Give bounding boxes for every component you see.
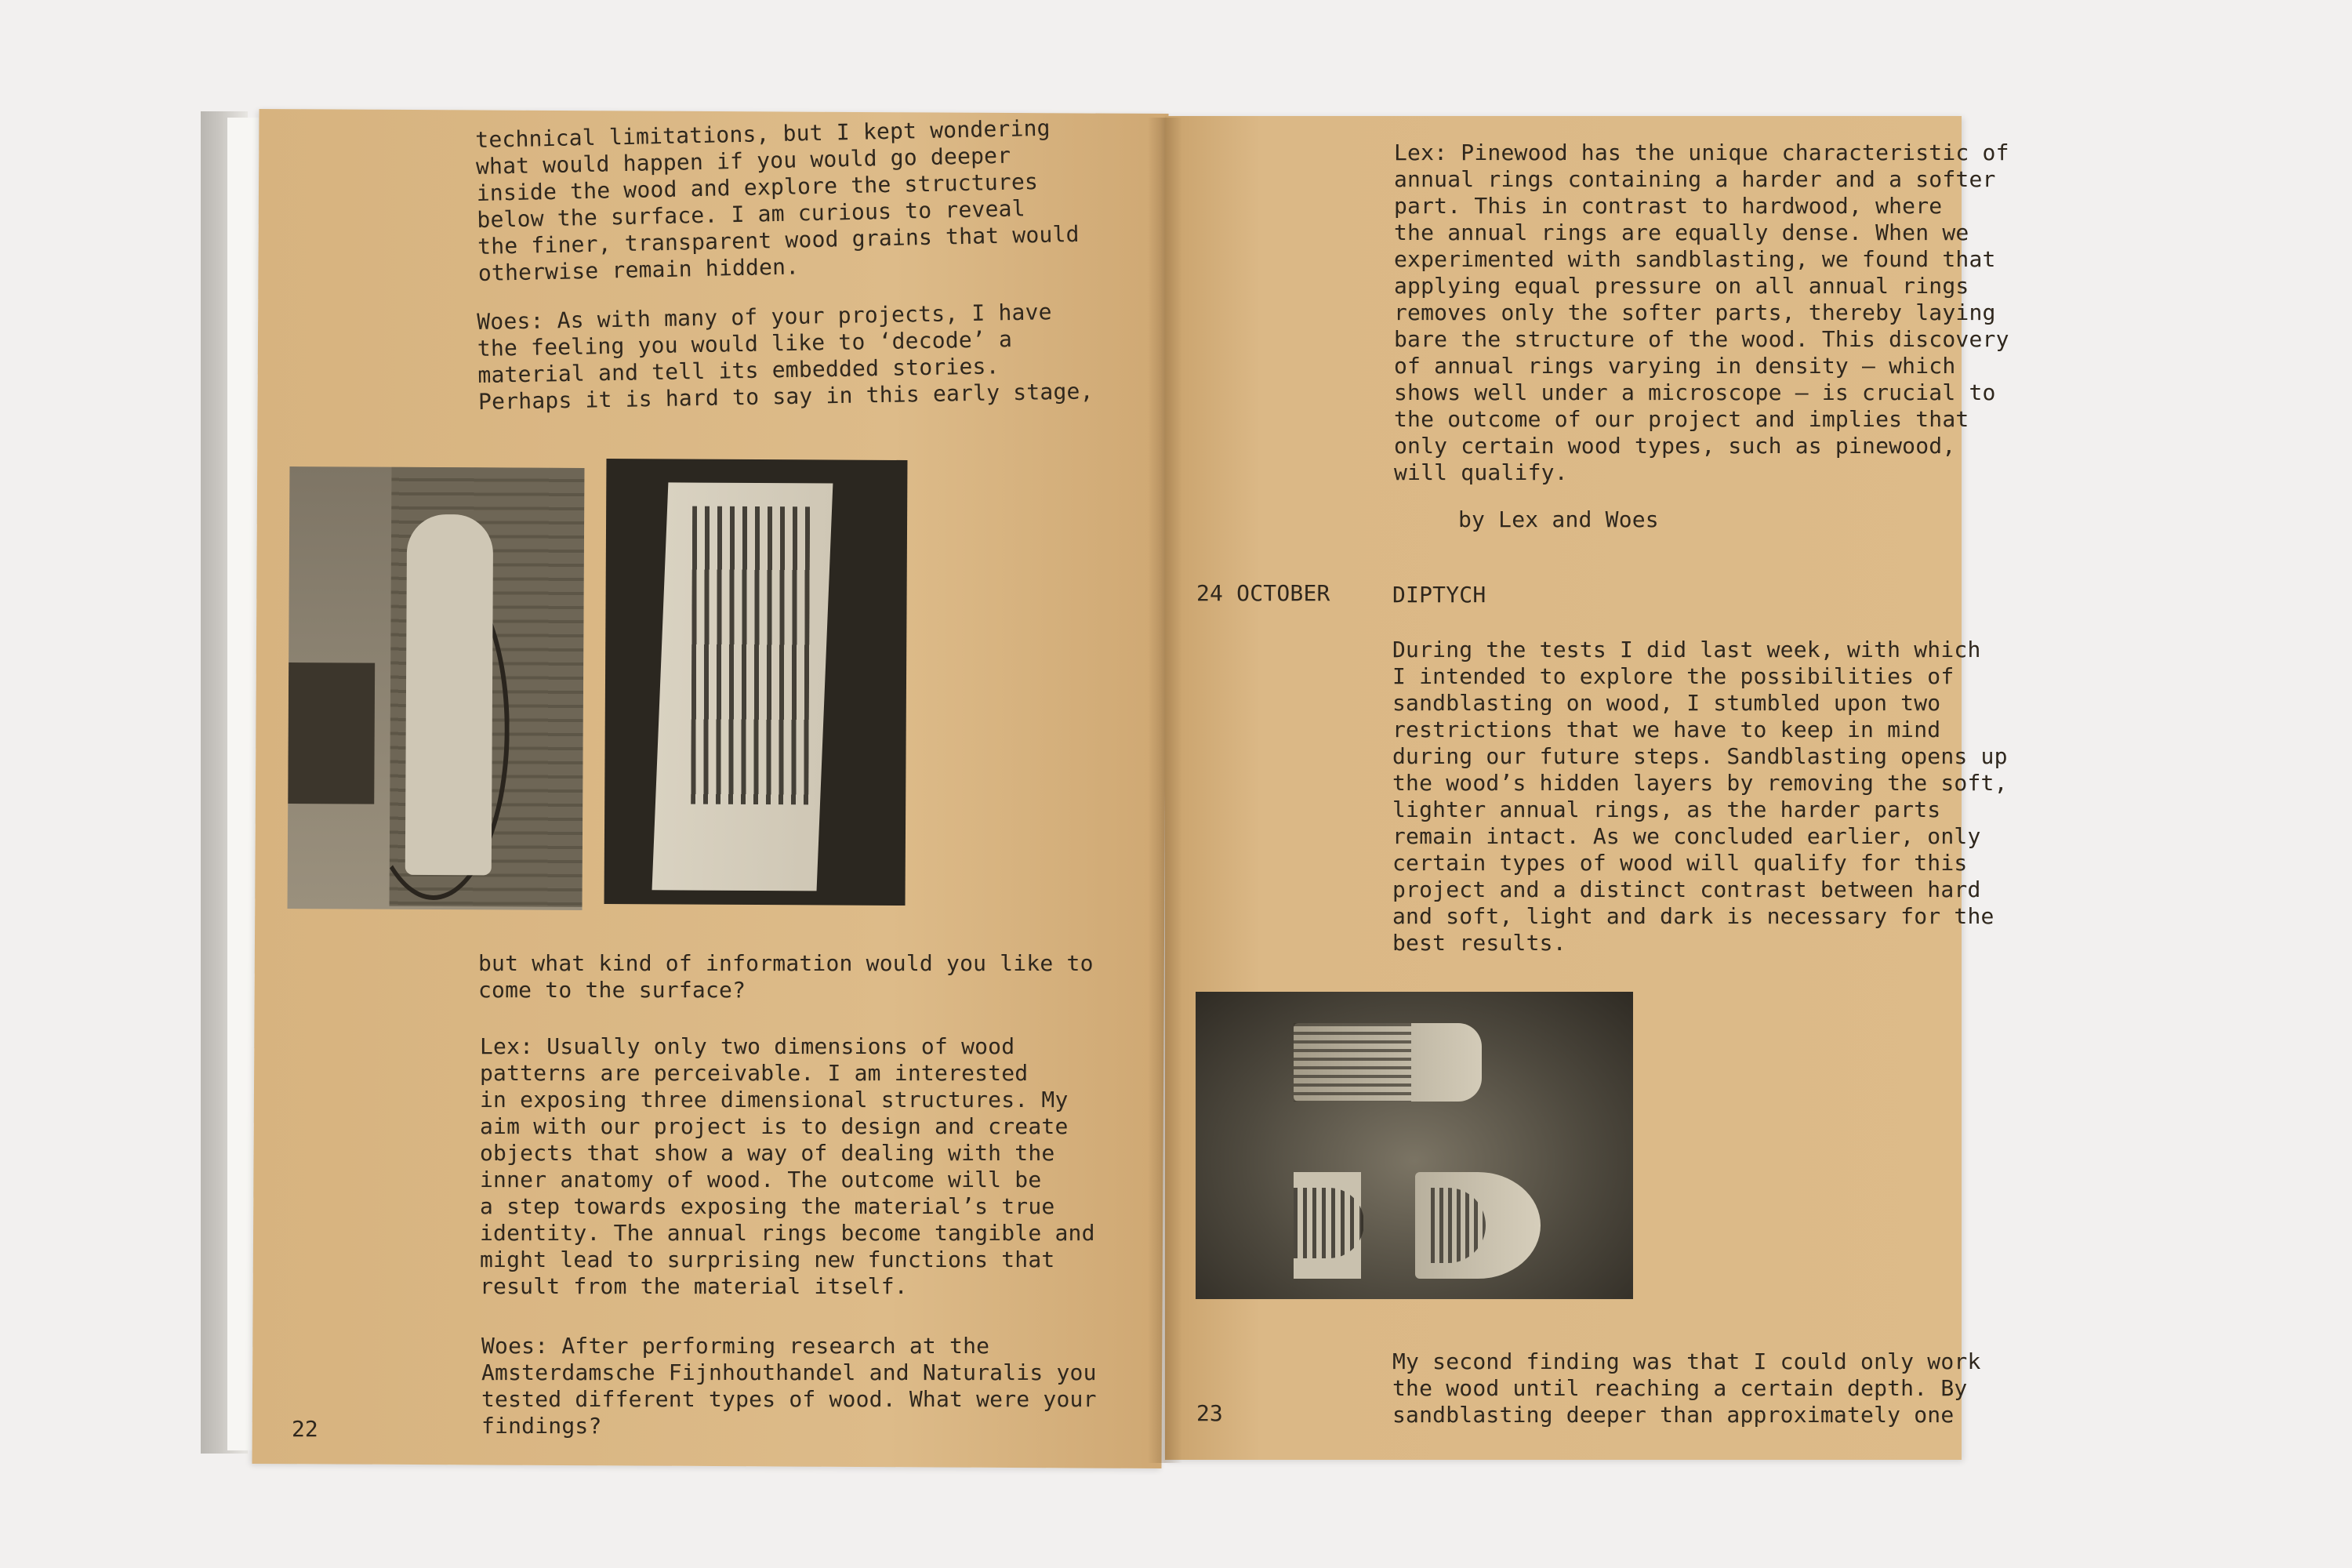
sandblasting-worker-photo <box>288 466 585 910</box>
entry-date: 24 OCTOBER <box>1196 580 1330 606</box>
section-heading: DIPTYCH <box>1392 582 1486 608</box>
right-paragraph-1: Lex: Pinewood has the unique characteristic of annual rings containing a harder and a softer part. This in contrast to hardwood, where the annual rings are equally dense. When we experimented with sandblasting, we found that applying equal pressure on all annual rings removes only the softer parts, thereby laying bare the structure of the wood. This discovery of annual rings varying in density — which shows well under a microscope — is crucial to the outcome of our project and implies that only certain wood types, such as pinewood, will qualify. <box>1394 140 2009 485</box>
byline: by Lex and Woes <box>1458 506 1659 532</box>
book-gutter <box>1148 118 1182 1463</box>
left-paragraph-4: Lex: Usually only two dimensions of wood patterns are perceivable. I am interested in exposing three dimensional structures. My aim with our project is to design and create objects that show a way of dealing with the inner anatomy of wood. The outcome will be a step towards exposing the material’s true identity. The annual rings become tangible and might lead to surprising new functions that result from the material itself. <box>480 1033 1095 1299</box>
left-page-number: 22 <box>292 1416 318 1442</box>
left-paragraph-2: Woes: As with many of your projects, I have the feeling you would like to ‘decode’ a material and tell its embedded stories. Perhaps it is hard to say in this early stage, <box>477 299 1094 415</box>
sandblasted-wood-pieces-photo <box>1196 992 1633 1299</box>
right-paragraph-3: My second finding was that I could only work the wood until reaching a certain depth. By sandblasting deeper than approximately one <box>1392 1348 1981 1428</box>
left-paragraph-5: Woes: After performing research at the Amsterdamsche Fijnhouthandel and Naturalis you tested different types of wood. What were your findings? <box>481 1333 1097 1439</box>
right-paragraph-2: During the tests I did last week, with which I intended to explore the possibilities of sandblasting on wood, I stumbled upon two restrictions that we have to keep in mind during our future steps. Sandblasting opens up the wood’s hidden layers by removing the soft, lighter annual rings, as the harder parts remain intact. As we concluded earlier, only certain types of wood will qualify for this project and a distinct contrast between hard and soft, light and dark is necessary for the best results. <box>1392 637 2008 956</box>
left-paragraph-3: but what kind of information would you like to come to the surface? <box>478 950 1094 1003</box>
left-paragraph-1: technical limitations, but I kept wondering what would happen if you would go deeper inside the wood and explore the structures below the surface. I am curious to reveal the finer, transparent wood grains that would otherwise remain hidden. <box>475 114 1080 286</box>
sandblasted-wood-board-photo <box>604 459 908 906</box>
right-page-number: 23 <box>1196 1400 1223 1426</box>
